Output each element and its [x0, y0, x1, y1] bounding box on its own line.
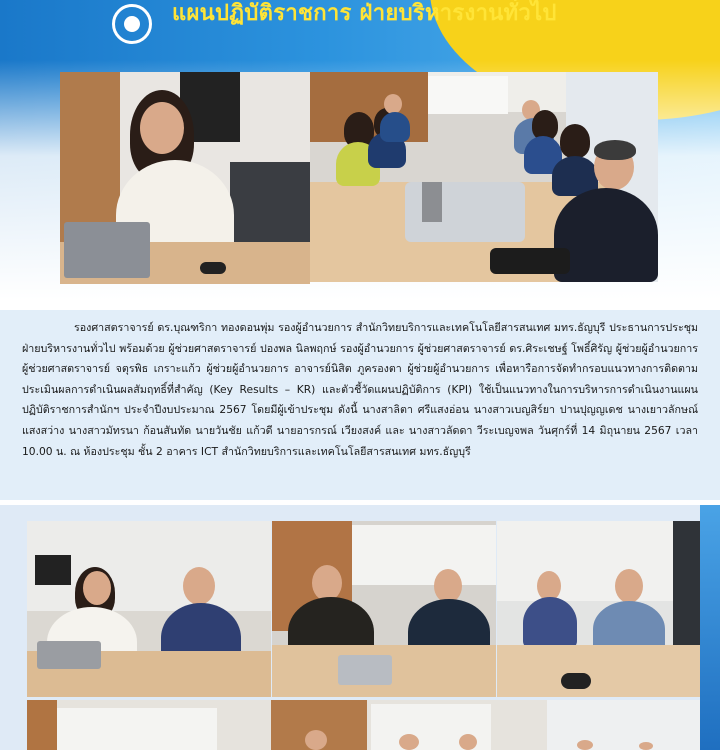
page-title: แผนปฏิบัติราชการ ฝ่ายบริหารงานทั่วไป — [172, 1, 557, 26]
photo-two-men — [272, 521, 496, 697]
photo-speaker-woman — [60, 72, 310, 284]
photo-meeting-table — [310, 72, 658, 282]
photo-woman-and-man — [27, 521, 271, 697]
blue-edge-decoration — [700, 505, 720, 750]
photo-two-men-right — [497, 521, 700, 697]
photo-participants — [27, 700, 700, 750]
circle-logo-dot — [124, 16, 140, 32]
news-paragraph: รองศาสตราจารย์ ดร.บุณฑริกา ทองดอนพุ่ม รองผู้อำนวยการ สำนักวิทยบริการและเทคโนโลยีสารสนเทศ มทร.ธัญบุรี ประธานการประชุมฝ่ายบริหารงานทั่วไป พร้อมด้วย ผู้ช่วยศาสตราจารย์ ปองพล นิลพฤกษ์ รองผู้อำนวยการ ผู้ช่วยศาสตราจารย์ ดร.ศิระเชษฐ์ โพธิ์ศิรัญ ผู้ช่วยผู้อำนวยการ ผู้ช่วยศาสตราจารย์ จตุรพิธ เกราะแก้ว ผู้ช่วยผู้อำนวยการ อาจารย์นิสิต ภูครองตา ผู้ช่วยผู้อำนวยการ เพื่อหารือการจัดทำกรอบแนวทางการติดตามประเมินผลการดำเนินผลสัมฤทธิ์ที่สำคัญ (Key Results – KR) และตัวชี้วัดแผนปฏิบัติการ (KPI) ใช้เป็นแนวทางในการบริหารการดำเนินงานแผนปฏิบัติราชการสำนักฯ ประจำปีงบประมาณ 2567 โดยมีผู้เข้าประชุม ดังนี้ นางสาลิตา ศรีแสงอ่อน นางสาวเบญสิร์ยา ปานปุญญเดช นางเยาวลักษณ์ แสงสว่าง นางสาวมัทรนา ก้อนสันทัด นายวันชัย แก้วดี นายอารกรณ์ เวียงสงค์ และ นางสาวลัดดา วีระเบญจพล วันศุกร์ที่ 14 มิถุนายน 2567 เวลา 10.00 น. ณ ห้องประชุม ชั้น 2 อาคาร ICT สำนักวิทยบริการและเทคโนโลยีสารสนเทศ มทร.ธัญบุรี — [22, 321, 698, 458]
